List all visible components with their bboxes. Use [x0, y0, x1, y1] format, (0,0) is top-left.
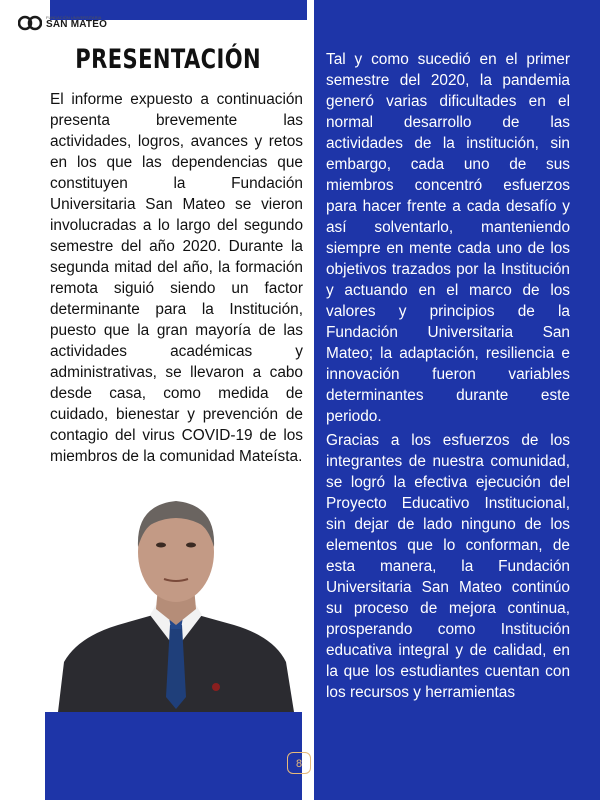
- page-title: PRESENTACIÓN: [75, 44, 262, 75]
- column-paragraph-second: Gracias a los esfuerzos de los integrantes de nuestra comunidad, se logró la efectiva ejecución del Proyecto Educativo Institucional, sin dejar de lado ninguno de los elementos que lo conforman, de esta manera, la Fundación Universitaria San Mateo continúo su proceso de mejora continua, prosperando como Institución educativa integral y de calidad, en la que los estudiantes cuentan con los recursos y herramientas: [326, 432, 570, 701]
- portrait-photo: [58, 497, 294, 712]
- infinity-logo-icon: [18, 14, 42, 32]
- page-number: 8: [287, 752, 311, 774]
- column-paragraph-first: Tal y como sucedió en el primer semestre del 2020, la pandemia generó varias dificultades en el normal desarrollo de las actividades de la institución, sin embargo, cada uno de sus miembros concentró esfuerzos para hacer frente a cada desafío y así solventarlo, manteniendo siempre en mente cada uno de los objetivos trazados por la Institución y actuando en el marco de los valores y principios de la Fundación Universitaria San Mateo; la adaptación, resiliencia e innovación fueron variables determinantes durante este periodo.: [326, 51, 570, 425]
- logo-text: [46, 16, 107, 30]
- intro-paragraph: El informe expuesto a continuación presenta brevemente las actividades, logros, avances y retos en los que las dependencias que constituyen la Fundación Universitaria San Mateo se vieron involucradas a lo largo del segundo semestre del año 2020. Durante la segunda mitad del año, la formación remota siguió siendo un factor determinante para la Institución, puesto que la gran mayoría de las actividades académicas y administrativas, se llevaron a cabo desde casa, como medida de cuidado, bienestar y prevención de contagio del virus COVID-19 de los miembros de la comunidad Mateísta.: [50, 91, 303, 465]
- bottom-blue-block: [45, 712, 302, 800]
- university-logo: [18, 14, 107, 32]
- logo-name: SAN MATEO: [46, 19, 108, 30]
- logo-subtitle: FUNDACIÓN UNIVERSITARIA: [46, 15, 102, 20]
